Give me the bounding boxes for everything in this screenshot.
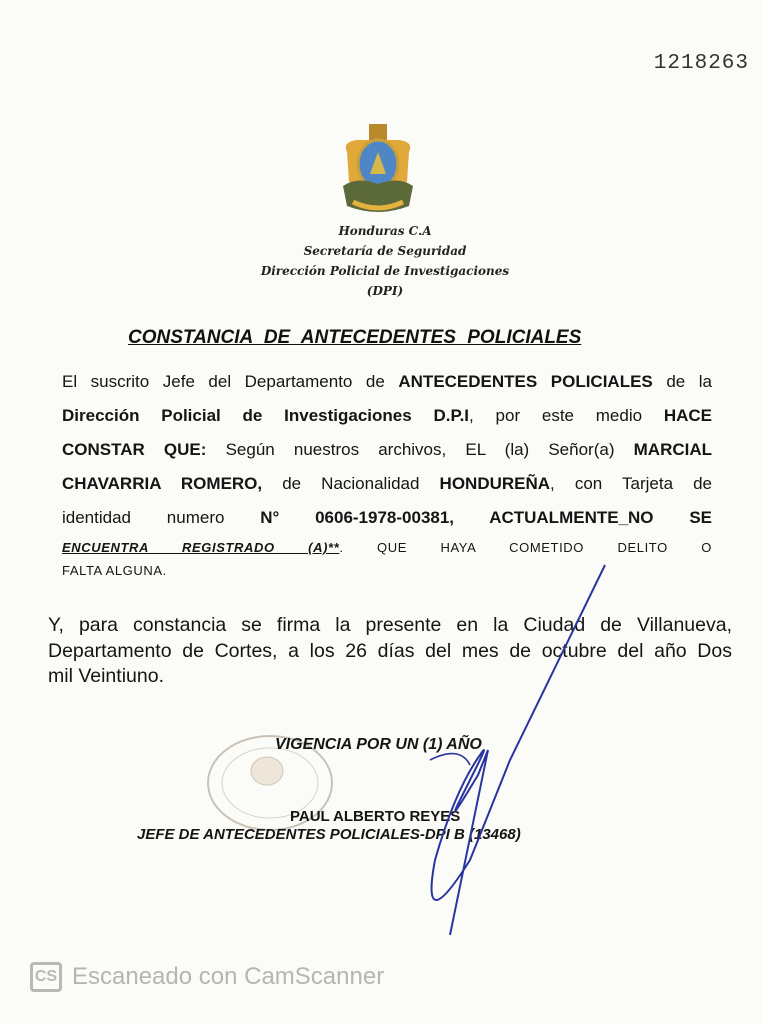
body-line <box>62 540 712 555</box>
body-text-segment: Dirección Policial de Investigaciones D.P.I <box>62 406 470 425</box>
body-text-segment: N° 0606-1978-00381, ACTUALMENTE <box>260 508 619 527</box>
honduras-coat-of-arms-icon <box>337 122 419 217</box>
validity-notice: VIGENCIA POR UN (1) AÑO <box>275 736 482 753</box>
body-text-segment: HACE <box>663 406 713 425</box>
body-text-segment: CHAVARRIA ROMERO, <box>62 474 263 493</box>
body-text-segment: , con Tarjeta de <box>550 474 713 493</box>
body-line <box>62 440 712 460</box>
header-secretariat: Secretaría de Seguridad <box>303 244 467 258</box>
handwritten-signature <box>360 560 620 940</box>
header-country: Honduras C.A <box>338 224 432 238</box>
body-text-segment: MARCIAL <box>633 440 713 459</box>
body-text-segment: de la <box>652 372 712 391</box>
body-text-segment: HONDUREÑA <box>439 474 551 493</box>
serial-number: 1218263 <box>653 52 749 75</box>
body-text-segment: El suscrito Jefe del Departamento de <box>62 372 399 391</box>
header-dpi: (DPI) <box>366 284 404 298</box>
body-text-segment: de Nacionalidad <box>262 474 440 493</box>
signer-title: JEFE DE ANTECEDENTES POLICIALES-DPI B (13468) <box>137 826 521 843</box>
document-title: CONSTANCIA DE ANTECEDENTES POLICIALES <box>128 327 582 348</box>
body-text-segment: ENCUENTRA REGISTRADO (A)** <box>62 540 340 555</box>
body-text-segment: Según nuestros archivos, EL (la) Señor(a) <box>206 440 634 459</box>
body-text-segment: ANTECEDENTES POLICIALES <box>398 372 653 391</box>
closing-line: Departamento de Cortes, a los 26 días del mes de octubre del año Dos <box>48 640 732 662</box>
body-text-segment: . QUE HAYA COMETIDO DELITO O <box>339 540 712 555</box>
body-text-segment: _NO SE <box>618 508 712 527</box>
signer-name: PAUL ALBERTO REYES <box>290 808 461 825</box>
closing-line: Y, para constancia se firma la presente en la Ciudad de Villanueva, <box>48 614 732 636</box>
body-text-segment: FALTA ALGUNA. <box>62 563 167 578</box>
closing-line: mil Veintiuno. <box>48 665 164 687</box>
header-directorate: Dirección Policial de Investigaciones <box>260 264 510 278</box>
camscanner-logo-text: CS <box>34 968 58 985</box>
body-text-segment: identidad numero <box>62 508 261 527</box>
body-text-segment: CONSTAR QUE: <box>62 440 207 459</box>
body-line <box>62 406 712 426</box>
camscanner-watermark <box>30 962 384 992</box>
body-line <box>62 474 712 494</box>
camscanner-text: Escaneado con CamScanner <box>72 963 385 990</box>
camscanner-logo-icon <box>30 962 62 992</box>
body-text-segment: , por este medio <box>469 406 664 425</box>
body-line <box>62 508 712 528</box>
body-line <box>62 372 712 392</box>
